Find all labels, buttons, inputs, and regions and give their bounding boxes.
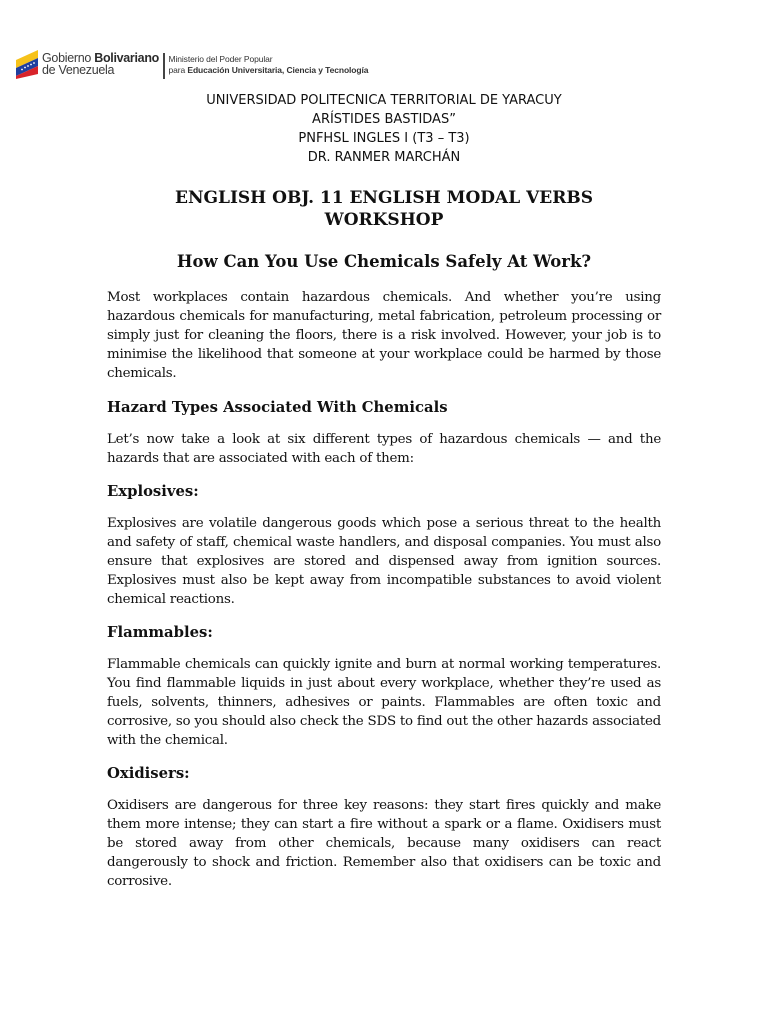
article-title: How Can You Use Chemicals Safely At Work?	[176, 252, 592, 271]
venezuela-flag-emblem-icon	[14, 47, 40, 79]
ministry-line-1: Ministerio del Poder Popular	[168, 54, 273, 64]
section-paragraph-hazard-types: Let’s now take a look at six different types of hazardous chemicals — and the hazards that are associated with each of them:	[107, 432, 661, 466]
government-name	[42, 52, 159, 76]
gov-word-bolivariano: Bolivariano	[94, 51, 159, 65]
gov-word-gobierno: Gobierno	[42, 51, 92, 65]
institution-line-4: DR. RANMER MARCHÁN	[307, 150, 461, 165]
document-body	[107, 288, 661, 891]
institution-line-3: PNFHSL INGLES I (T3 – T3)	[298, 131, 470, 146]
section-heading-flammables: Flammables:	[107, 624, 213, 641]
intro-paragraph: Most workplaces contain hazardous chemicals. And whether you’re using hazardous chemicals for manufacturing, metal fabrication, petroleum processing or simply just for cleaning the floors, there is a risk involved. However, your job is to minimise the likelihood that someone at your workplace could be harmed by those chemicals.	[107, 290, 661, 381]
section-paragraph-flammables: Flammable chemicals can quickly ignite and burn at normal working temperatures. You find flammable liquids in just about every workplace, whether they’re used as fuels, solvents, thinners, adhesives or paints. Flammables are often toxic and corrosive, so you should also check the SDS to find out the other hazards associated with the chemical.	[107, 657, 661, 748]
institution-line-2: ARÍSTIDES BASTIDAS”	[312, 112, 456, 127]
header-divider	[163, 53, 165, 79]
document-title: ENGLISH OBJ. 11 ENGLISH MODAL VERBS WORKSHOP	[174, 188, 594, 230]
section-paragraph-explosives: Explosives are volatile dangerous goods which pose a serious threat to the health and safety of staff, chemical waste handlers, and disposal companies. You must also ensure that explosives are stored and dispensed away from ignition sources. Explosives must also be kept away from incompatible substances to avoid violent chemical reactions.	[107, 516, 661, 607]
section-heading-oxidisers: Oxidisers:	[107, 765, 190, 782]
institution-block	[0, 91, 768, 167]
section-heading-explosives: Explosives:	[107, 483, 199, 500]
gov-country: de Venezuela	[42, 63, 115, 77]
ministry-prefix: para	[168, 65, 186, 75]
ministry-department: Educación Universitaria, Ciencia y Tecnología	[187, 65, 369, 75]
institution-line-1: UNIVERSIDAD POLITECNICA TERRITORIAL DE YARACUY	[206, 93, 562, 108]
section-paragraph-oxidisers: Oxidisers are dangerous for three key reasons: they start fires quickly and make them more intense; they can start a fire without a spark or a flame. Oxidisers must be stored away from other chemicals, because many oxidisers can react dangerously to shock and friction. Remember also that oxidisers can be toxic and corrosive.	[107, 798, 661, 889]
section-heading-hazard-types: Hazard Types Associated With Chemicals	[107, 399, 448, 416]
ministry-name	[169, 54, 369, 76]
government-logo-header	[14, 46, 368, 82]
ministry-line-2	[169, 65, 369, 76]
